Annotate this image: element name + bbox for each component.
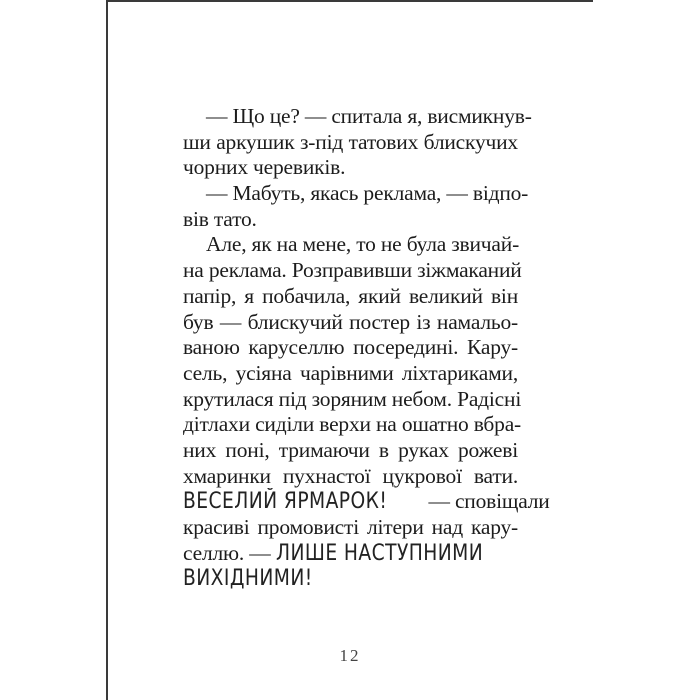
text-line: — Що це? — спитала я, висмикнув-: [206, 104, 532, 128]
poster-subtitle-lettering: ЛИШЕ НАСТУПНИМИ: [275, 540, 483, 566]
text-line: чорних черевиків.: [183, 155, 346, 180]
text-line: хмаринки пухнастої цукрової вати.: [183, 463, 518, 488]
text-fragment: селлю. —: [183, 540, 276, 565]
text-line: Але, як на мене, то не була звичай-: [206, 232, 520, 257]
text-line-poster-subtitle: [183, 541, 518, 567]
text-line-poster-title: [183, 489, 550, 515]
page-number: 12: [339, 646, 361, 665]
text-line: сель, усіяна чарівними ліхтариками,: [183, 360, 518, 385]
text-line: них поні, тримаючи в руках рожеві: [183, 437, 518, 462]
text-line: ваною каруселлю посередині. Кару-: [183, 335, 518, 360]
text-line: папір, я побачила, який великий він: [183, 283, 518, 308]
text-line: ши аркушик з-під татових блискучих: [183, 129, 518, 154]
poster-title-lettering: ВЕСЕЛИЙ ЯРМАРОК!: [183, 489, 388, 515]
text-line: красиві промовисті літери над кару-: [183, 515, 518, 539]
text-line: — Мабуть, якась реклама, — відпо-: [206, 181, 529, 206]
text-line: дітлахи сиділи верхи на ошатно вбра-: [183, 412, 521, 437]
text-line: на реклама. Розправивши зіжмаканий: [183, 258, 522, 283]
text-fragment: — сповіщали: [423, 489, 550, 514]
text-line-poster-subtitle-end: [183, 566, 518, 592]
text-line: вів тато.: [183, 206, 257, 231]
text-line: був — блискучий постер із намальо-: [183, 309, 518, 334]
text-line: крутилася під зоряним небом. Радісні: [183, 386, 522, 411]
page-text: [183, 104, 550, 592]
poster-subtitle-lettering: ВИХІДНИМИ!: [183, 566, 313, 592]
